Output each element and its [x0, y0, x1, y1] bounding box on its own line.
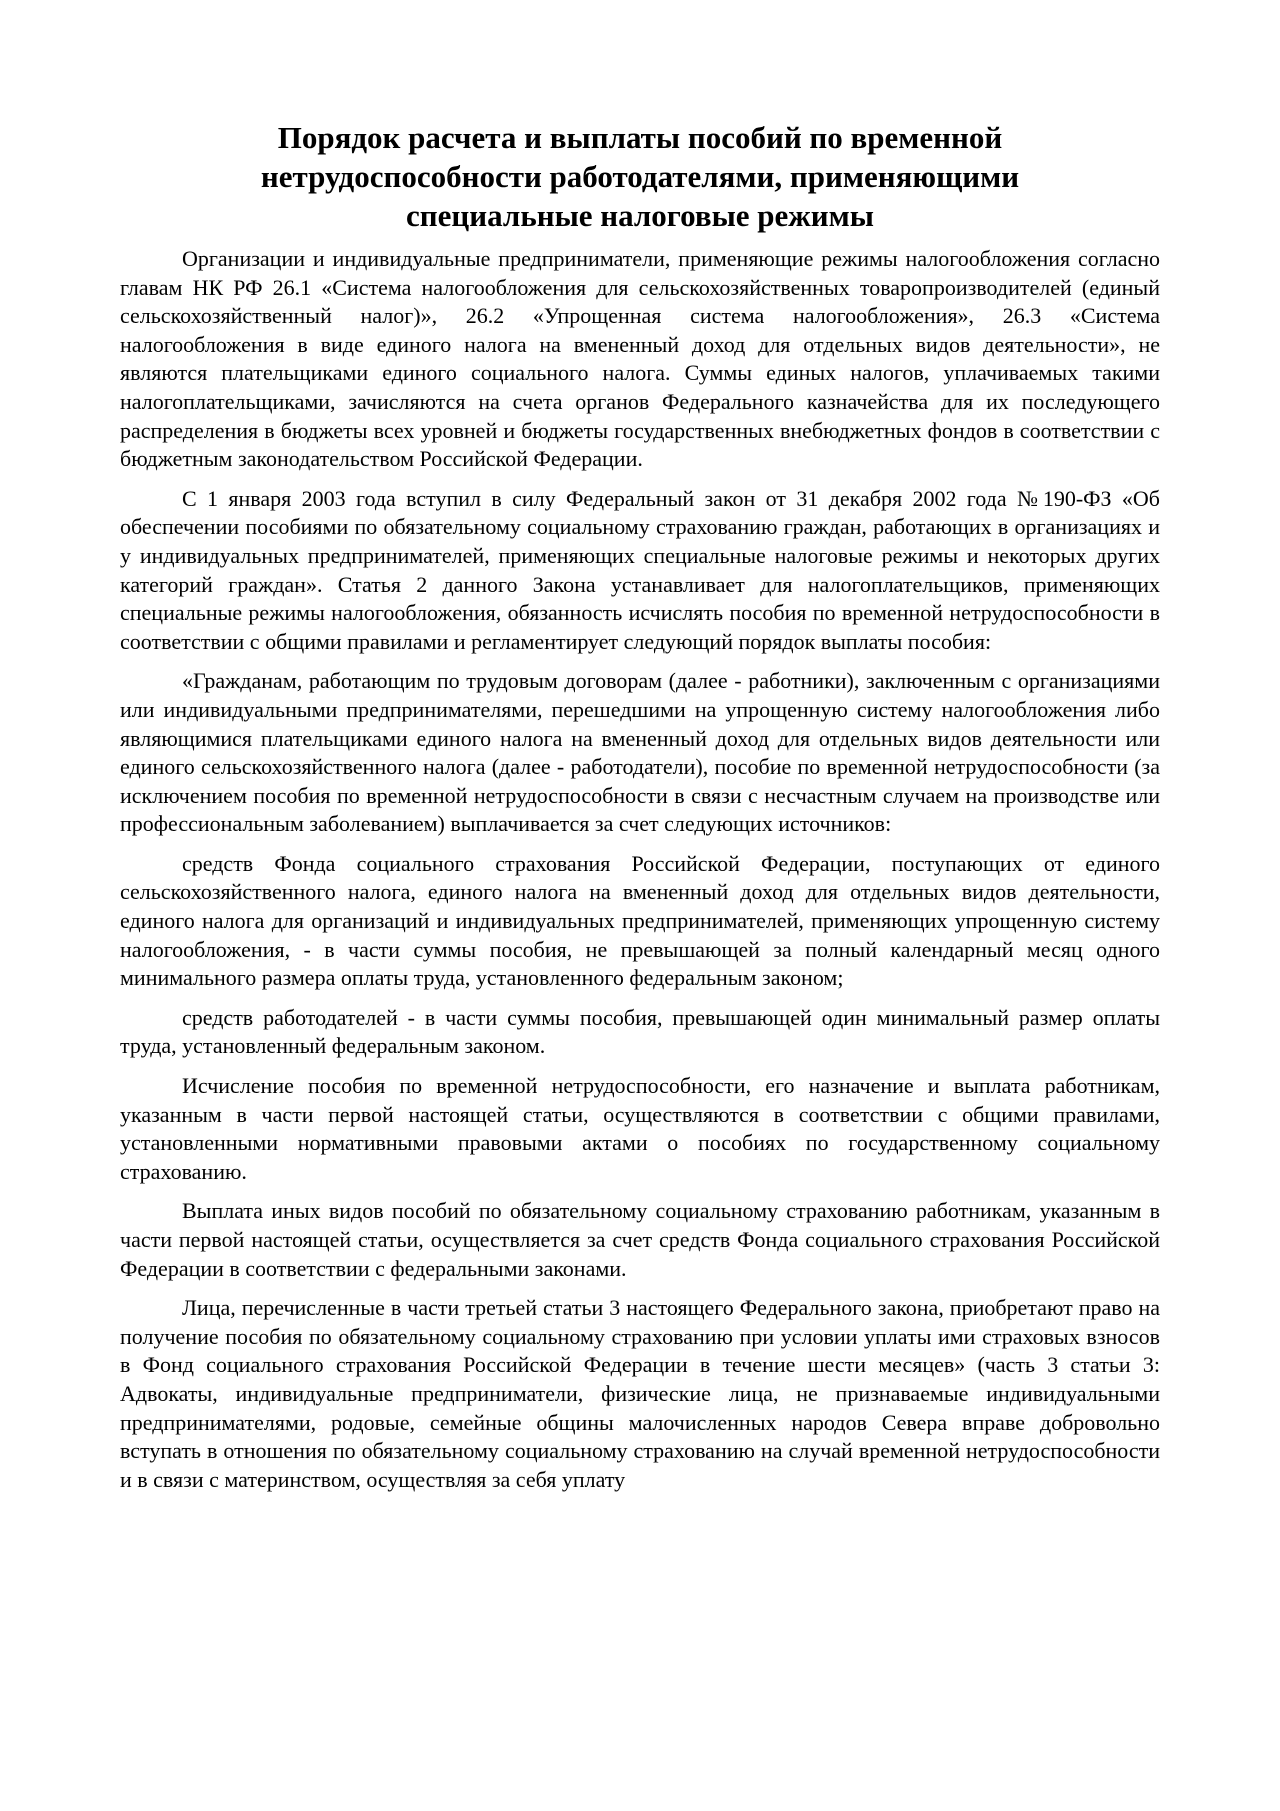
paragraph-law-quote-start: «Гражданам, работающим по трудовым договорам (далее - работники), заключенным с организациями или индивидуальными предпринимателями, перешедшими на упрощенную систему налогообложения либо являющимися плательщиками единого налога на вмененный доход для отдельных видов деятельности или единого сельскохозяйственного налога (далее - работодатели), пособие по временной нетрудоспособности (за исключением пособия по временной нетрудоспособности в связи с несчастным случаем на производстве или профессиональным заболеванием) выплачивается за счет следующих источников: — [120, 668, 1160, 837]
paragraph-tax-regimes: Организации и индивидуальные предприниматели, применяющие режимы налогообложения согласно главам НК РФ 26.1 «Система налогообложения для сельскохозяйственных товаропроизводителей (единый сельскохозяйственный налог)», 26.2 «Упрощенная система налогообложения», 26.3 «Система налогообложения в виде единого налога на вмененный доход для отдельных видов деятельности», не являются плательщиками единого социального налога. Суммы единых налогов, уплачиваемых такими налогоплательщиками, зачисляются на счета органов Федерального казначейства для их последующего распределения в бюджеты всех уровней и бюджеты государственных внебюджетных фондов в соответствии с бюджетным законодательством Российской Федерации. — [120, 246, 1160, 472]
paragraph-employer-funds: средств работодателей - в части суммы пособия, превышающей один минимальный размер оплаты труда, установленный федеральным законом. — [120, 1004, 1160, 1059]
paragraph-other-benefits: Выплата иных видов пособий по обязательному социальному страхованию работникам, указанным в части первой настоящей статьи, осуществляется за счет средств Фонда социального страхования Российской Федерации в соответствии с федеральными законами. — [120, 1198, 1160, 1281]
document-title: Порядок расчета и выплаты пособий по временной нетрудоспособности работодателями, применяющими специальные налоговые режимы — [260, 120, 1020, 233]
paragraph-voluntary-insurance: Лица, перечисленные в части третьей статьи 3 настоящего Федерального закона, приобретают право на получение пособия по обязательному социальному страхованию при условии уплаты ими страховых взносов в Фонд социального страхования Российской Федерации в течение шести месяцев» (часть 3 статьи 3: Адвокаты, индивидуальные предприниматели, физические лица, не признаваемые индивидуальными предпринимателями, родовые, семейные общины малочисленных народов Севера вправе добровольно вступать в отношения по обязательному социальному страхованию на случай временной нетрудоспособности и в связи с материнством, осуществляя за себя уплату — [120, 1295, 1160, 1492]
paragraph-benefit-calculation: Исчисление пособия по временной нетрудоспособности, его назначение и выплата работникам, указанным в части первой настоящей статьи, осуществляются в соответствии с общими правилами, установленными нормативными правовыми актами о пособиях по государственному социальному страхованию. — [120, 1073, 1160, 1184]
paragraph-fss-funds: средств Фонда социального страхования Российской Федерации, поступающих от единого сельскохозяйственного налога, единого налога на вмененный доход для отдельных видов деятельности, единого налога для организаций и индивидуальных предпринимателей, применяющих упрощенную систему налогообложения, - в части суммы пособия, не превышающей за полный календарный месяц одного минимального размера оплаты труда, установленного федеральным законом; — [120, 850, 1160, 991]
document-page — [120, 118, 1160, 1505]
paragraph-federal-law-190: С 1 января 2003 года вступил в силу Федеральный закон от 31 декабря 2002 года №190-ФЗ «Об обеспечении пособиями по обязательному социальному страхованию граждан, работающих в организациях и у индивидуальных предпринимателей, применяющих специальные налоговые режимы и некоторых других категорий граждан». Статья 2 данного Закона устанавливает для налогоплательщиков, применяющих специальные режимы налогообложения, обязанность исчислять пособия по временной нетрудоспособности в соответствии с общими правилами и регламентирует следующий порядок выплаты пособия: — [120, 485, 1160, 654]
